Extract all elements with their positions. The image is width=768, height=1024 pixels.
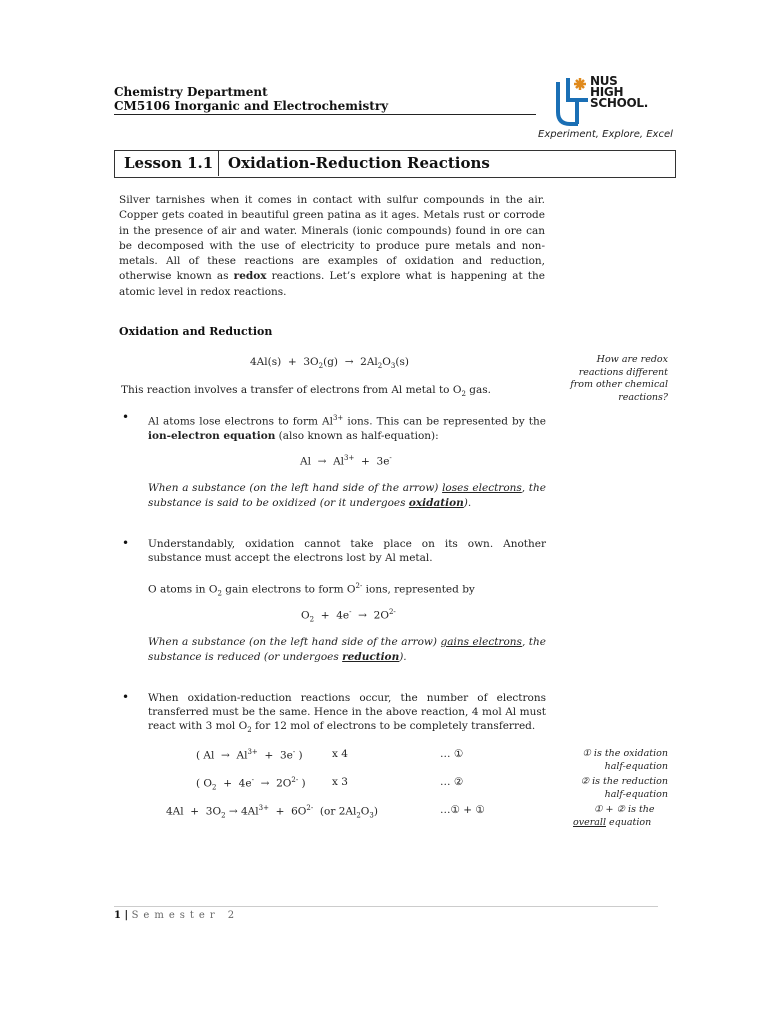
red-def-b: , the substance is reduced (or undergoes	[148, 636, 546, 663]
department-name: Chemistry Department	[114, 85, 268, 99]
note-reduction: ② is the reduction half-equation	[580, 776, 668, 800]
bullet-3-text: When oxidation-reduction reactions occur, the number of electrons transferred must be the same. Hence in the above reaction, 4 mol Al must react with 3 mol $O_2$ for 12 mol of electrons to be completely transferred.	[148, 692, 546, 735]
note-overall-underline: overall	[573, 816, 606, 828]
combine-eq-overall: $4Al + 3O_2 \to 4Al^{3+} + 6O^{2-}$ (or $2Al_2O_3$)	[166, 804, 378, 820]
nus-logo-icon	[552, 74, 592, 128]
red-def-a: When a substance (on the left hand side of the arrow)	[148, 636, 441, 648]
section-heading: Oxidation and Reduction	[119, 325, 273, 338]
combine-eq-2: ( $O_2 + 4e^- \to 2O^{2-}$ )	[196, 776, 306, 792]
bullet-1-text: Al atoms lose electrons to form $Al^{3+}$ ions. This can be represented by the ion-electron equation (also known as half-equation):	[148, 414, 546, 442]
lesson-number: Lesson 1.1	[114, 150, 219, 176]
course-name: CM5106 Inorganic and Electrochemistry	[114, 99, 389, 113]
bullet-2-text: Understandably, oxidation cannot take place on its own. Another substance must accept the electrons lost by Al metal.	[148, 538, 546, 564]
o-atoms-sentence: O atoms in $O_2$ gain electrons to form $O^{2-}$ ions, represented by	[148, 582, 475, 598]
page-number: 1	[114, 910, 121, 921]
reduction-half-equation: $O_2 + 4e^- \to 2O^{2-}$	[301, 608, 396, 624]
department-header	[114, 85, 388, 113]
intro-bold: redox	[233, 270, 267, 283]
b1-bold: ion-electron equation	[148, 429, 276, 442]
intro-text-1: Silver tarnishes when it comes in contact with sulfur compounds in the air. Copper gets coated in beautiful green patina as it ages. Metals rust or corrode in the presence of air and water. Minerals (ionic compounds) found in ore can be decomposed with the use of electricity to produce pure metals and non-metals. All of these reactions are examples of oxidation and reduction, otherwise known as	[119, 194, 545, 283]
ox-def-underline: loses electrons	[442, 482, 522, 494]
red-def-c: ).	[399, 650, 407, 663]
b1-text-a: Al atoms lose electrons to form Al	[148, 415, 333, 428]
logo-line-1: NUS	[590, 74, 618, 88]
reduction-definition	[148, 635, 546, 664]
multiplier-2: x 3	[332, 776, 348, 788]
intro-paragraph	[119, 193, 545, 300]
footer-label: Semester 2	[131, 910, 240, 921]
b2-o-a: O atoms in O	[148, 583, 218, 596]
b3-text-a: When oxidation-reduction reactions occur, the number of electrons transferred must be the same. Hence in the above reaction, 4 mol Al must react with 3 mol O	[148, 692, 546, 732]
oxidation-definition	[148, 481, 546, 510]
note-overall-b: equation	[606, 816, 652, 828]
red-def-bold: reduction	[342, 650, 400, 663]
logo-line-3: SCHOOL.	[590, 96, 648, 110]
b1-text-c: (also known as half-equation):	[275, 429, 439, 442]
b2-o-c: ions, represented by	[362, 583, 475, 596]
alt-form: (or 2Al	[319, 805, 357, 818]
tagline: Experiment, Explore, Excel	[538, 129, 673, 140]
combine-eq-1: ( $Al \to Al^{3+} + 3e^-$ )	[196, 748, 303, 762]
oxidation-half-equation: $Al \to Al^{3+} + 3e^-$	[300, 454, 392, 468]
overall-equation: $4Al(s) + 3O_2(g) \to 2Al_2O_3(s)$	[250, 356, 409, 371]
note-overall	[560, 804, 660, 829]
ox-def-bold: oxidation	[408, 496, 464, 509]
ox-def-a: When a substance (on the left hand side of the arrow)	[148, 482, 443, 494]
transfer-text-b: gas.	[465, 384, 491, 396]
multiplier-1: x 4	[332, 748, 348, 760]
bullet-2: •	[122, 536, 130, 550]
note-oxidation: ① is the oxidation half-equation	[582, 748, 668, 772]
sidenote-question: How are redox reactions different from other chemical reactions?	[570, 354, 668, 403]
ox-def-b: , the substance is said to be oxidized (or it undergoes	[148, 482, 546, 509]
ox-def-c: ).	[463, 496, 472, 509]
b3-text-b: for 12 mol of electrons to be completely transferred.	[251, 720, 536, 732]
transfer-text-a: This reaction involves a transfer of electrons from Al metal to O	[121, 384, 462, 396]
ref-3: …① + ①	[440, 804, 485, 816]
header-divider	[114, 114, 536, 115]
transfer-sentence: This reaction involves a transfer of electrons from Al metal to $O_2$ gas.	[121, 384, 491, 399]
bullet-3: •	[122, 690, 130, 704]
ref-1: … ①	[440, 748, 464, 760]
ref-2: … ②	[440, 776, 464, 788]
bullet-1: •	[122, 410, 130, 424]
note-overall-a: ① + ② is the	[594, 804, 655, 815]
red-def-underline: gains electrons	[440, 636, 522, 648]
page-footer: 1 | Semester 2	[114, 910, 240, 921]
logo-line-2: HIGH	[590, 85, 624, 99]
logo-text	[590, 76, 648, 109]
lesson-title: Oxidation-Reduction Reactions	[228, 154, 490, 172]
b2-o-b: gain electrons to form O	[221, 583, 356, 596]
intro-text-2: reactions. Let’s explore what is happening at the atomic level in redox reactions.	[119, 270, 545, 298]
b1-text-b: ions. This can be represented by the	[343, 415, 546, 428]
footer-divider	[114, 906, 658, 907]
